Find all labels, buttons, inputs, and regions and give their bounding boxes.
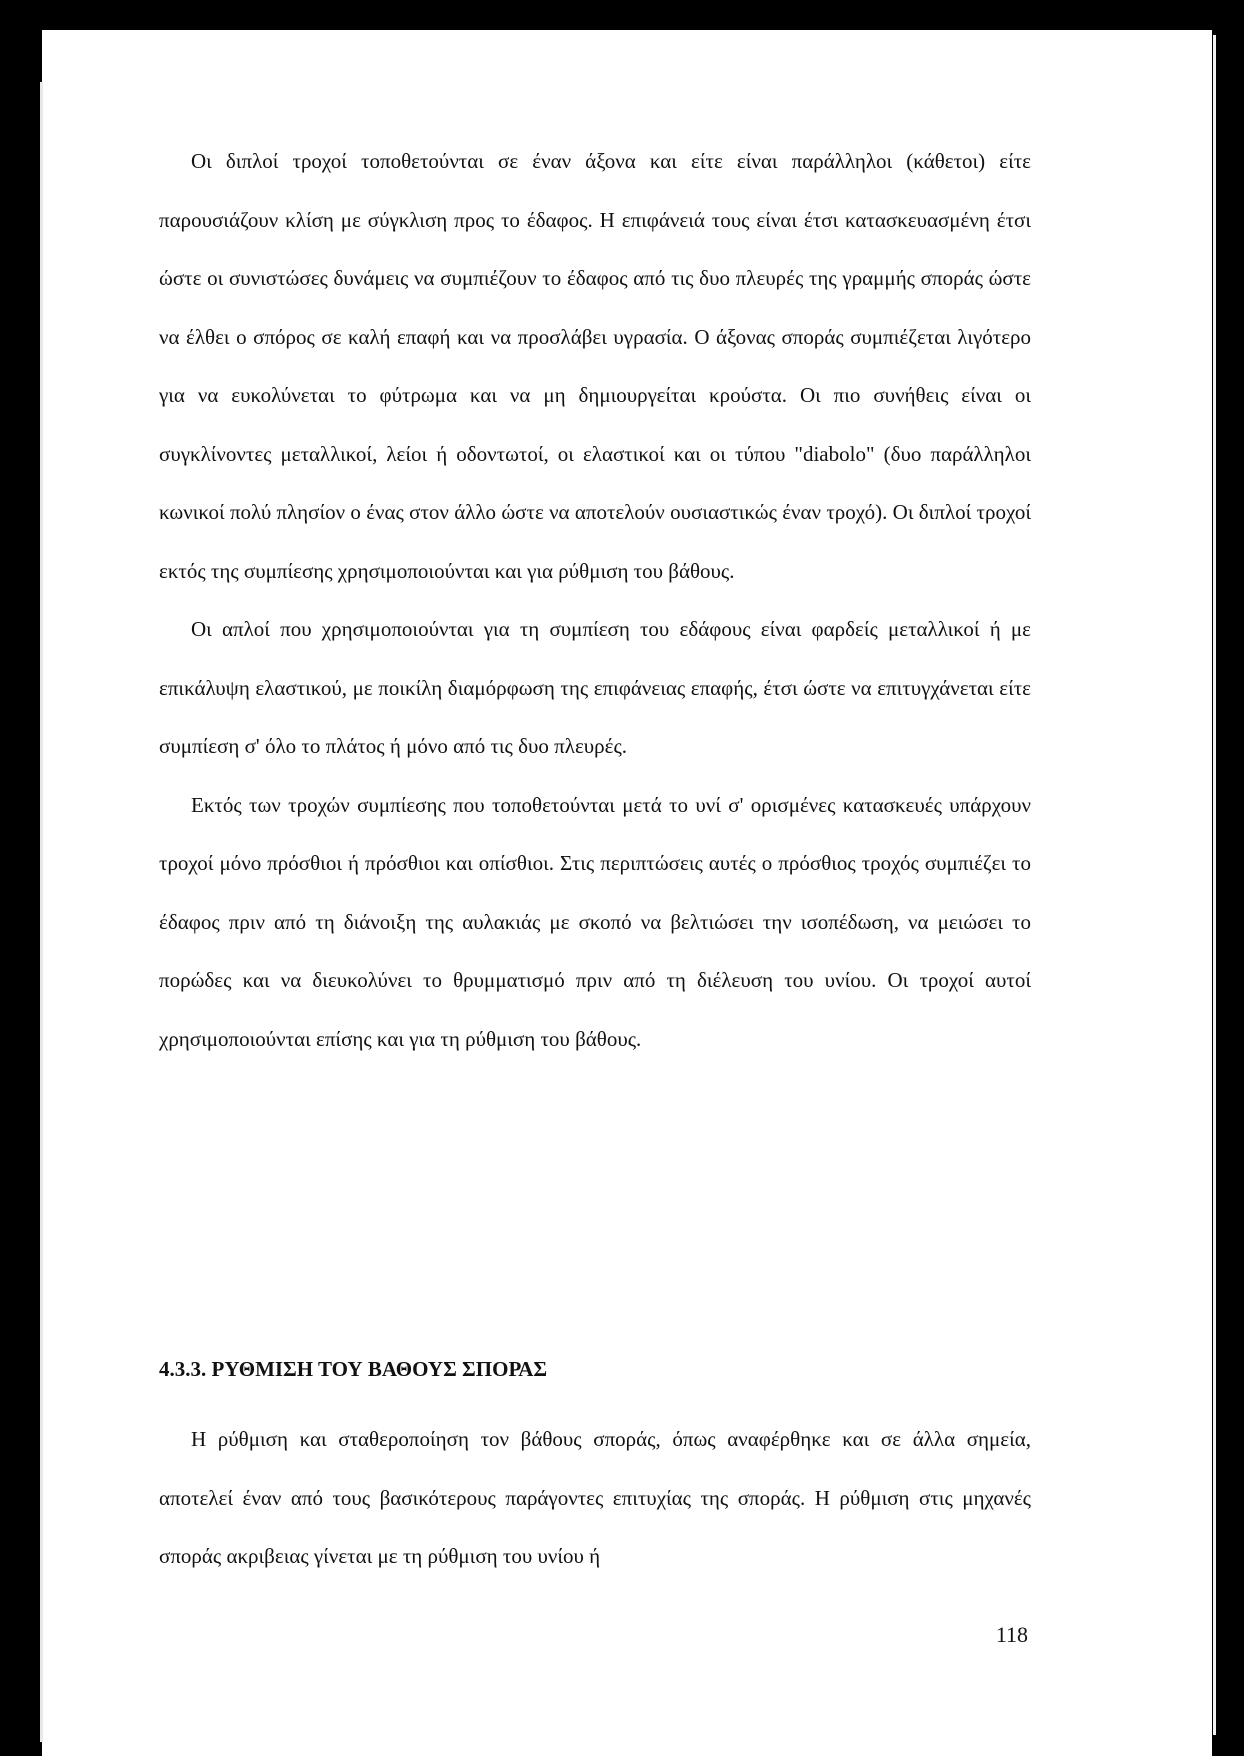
section-body	[159, 1410, 1031, 1586]
body-text	[159, 132, 1031, 1068]
page-number: 118	[995, 1622, 1028, 1647]
page-edge-left	[40, 82, 43, 1742]
section-heading: 4.3.3. ΡΥΘΜΙΣΗ ΤΟΥ ΒΑΘΟΥΣ ΣΠΟΡΑΣ	[159, 1357, 548, 1381]
paragraph-depth-adjustment: Η ρύθμιση και σταθεροποίηση τον βάθους σποράς, όπως αναφέρθηκε και σε άλλα σημεία, αποτελεί έναν από τους βασικότερους παράγοντες επιτυχίας της σποράς. Η ρύθμιση στις μηχανές σποράς ακριβειας γίνεται με τη ρύθμιση του υνίου ή	[159, 1427, 1031, 1568]
paragraph-single-wheels: Οι απλοί που χρησιμοποιούνται για τη συμπίεση του εδάφους είναι φαρδείς μεταλλικοί ή με επικάλυψη ελαστικού, με ποικίλη διαμόρφωση της επιφάνειας επαφής, έτσι ώστε να επιτυγχάνεται είτε συμπίεση σ' όλο το πλάτος ή μόνο από τις δυο πλευρές.	[159, 617, 1031, 758]
paragraph-double-wheels: Οι διπλοί τροχοί τοποθετούνται σε έναν άξονα και είτε είναι παράλληλοι (κάθετοι) είτε παρουσιάζουν κλίση με σύγκλιση προς το έδαφος. Η επιφάνειά τους είναι έτσι κατασκευασμένη έτσι ώστε οι συνιστώσες δυνάμεις να συμπιέζουν το έδαφος από τις δυο πλευρές της γραμμής σποράς ώστε να έλθει ο σπόρος σε καλή επαφή και να προσλάβει υγρασία. Ο άξονας σποράς συμπιέζεται λιγότερο για να ευκολύνεται το φύτρωμα και να μη δημιουργείται κρούστα. Οι πιο συνήθεις είναι οι συγκλίνοντες μεταλλικοί, λείοι ή οδοντωτοί, οι ελαστικοί και οι τύπου "diabolo" (δυο παράλληλοι κωνικοί πολύ πλησίον ο ένας στον άλλο ώστε να αποτελούν ουσιαστικώς έναν τροχό). Οι διπλοί τροχοί εκτός της συμπίεσης χρησιμοποιούνται και για ρύθμιση του βάθους.	[159, 149, 1031, 583]
page-edge-right	[1213, 35, 1216, 1735]
paragraph-front-rear-wheels: Εκτός των τροχών συμπίεσης που τοποθετούνται μετά το υνί σ' ορισμένες κατασκευές υπάρχουν τροχοί μόνο πρόσθιοι ή πρόσθιοι και οπίσθιοι. Στις περιπτώσεις αυτές ο πρόσθιος τροχός συμπιέζει το έδαφος πριν από τη διάνοιξη της αυλακιάς με σκοπό να βελτιώσει την ισοπέδωση, να μειώσει το πορώδες και να διευκολύνει το θρυμματισμό πριν από τη διέλευση του υνίου. Οι τροχοί αυτοί χρησιμοποιούνται επίσης και για τη ρύθμιση του βάθους.	[159, 792, 1031, 1051]
